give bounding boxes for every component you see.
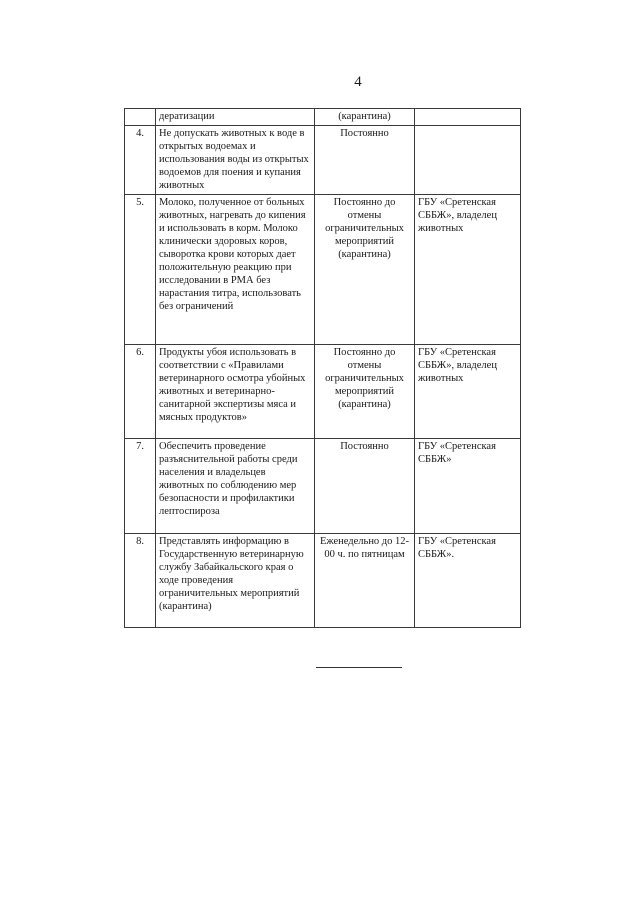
row-term: Постоянно до отмены ограничительных мероприятий (карантина) xyxy=(315,345,415,439)
row-measure: дератизации xyxy=(156,109,315,126)
row-number: 6. xyxy=(125,345,156,439)
row-measure: Продукты убоя использовать в соответствии с «Правилами ветеринарного осмотра убойных животных и ветеринарно-санитарной экспертизы мяса и мясных продуктов» xyxy=(156,345,315,439)
table-row xyxy=(125,345,521,439)
page-number: 4 xyxy=(354,74,362,90)
row-number: 5. xyxy=(125,195,156,345)
row-term: Еженедельно до 12-00 ч. по пятницам xyxy=(315,534,415,628)
row-term: Постоянно до отмены ограничительных мероприятий (карантина) xyxy=(315,195,415,345)
row-measure: Не допускать животных к воде в открытых водоемах и использования воды из открытых водоемов для поения и купания животных xyxy=(156,126,315,195)
row-responsible: ГБУ «Сретенская СББЖ». xyxy=(415,534,521,628)
table-row xyxy=(125,126,521,195)
row-number: 8. xyxy=(125,534,156,628)
row-responsible xyxy=(415,126,521,195)
row-responsible: ГБУ «Сретенская СББЖ», владелец животных xyxy=(415,195,521,345)
row-term: Постоянно xyxy=(315,126,415,195)
table-row xyxy=(125,534,521,628)
row-number: 7. xyxy=(125,439,156,534)
row-responsible: ГБУ «Сретенская СББЖ» xyxy=(415,439,521,534)
table-row xyxy=(125,439,521,534)
row-term: Постоянно xyxy=(315,439,415,534)
row-measure: Обеспечить проведение разъяснительной работы среди населения и владельцев животных по соблюдению мер безопасности и профилактики лептоспироза xyxy=(156,439,315,534)
row-responsible: ГБУ «Сретенская СББЖ», владелец животных xyxy=(415,345,521,439)
row-measure: Представлять информацию в Государственную ветеринарную службу Забайкальского края о ходе проведения ограничительных мероприятий (карантина) xyxy=(156,534,315,628)
row-term: (карантина) xyxy=(315,109,415,126)
table-row xyxy=(125,195,521,345)
measures-table xyxy=(124,108,521,628)
table-row xyxy=(125,109,521,126)
closing-rule xyxy=(316,667,402,668)
row-measure: Молоко, полученное от больных животных, нагревать до кипения и использовать в корм. Молоко клинически здоровых коров, сыворотка крови которых дает положительную реакцию при исследовании в РМА без нарастания титра, использовать без ограничений xyxy=(156,195,315,345)
row-responsible xyxy=(415,109,521,126)
row-number xyxy=(125,109,156,126)
row-number: 4. xyxy=(125,126,156,195)
